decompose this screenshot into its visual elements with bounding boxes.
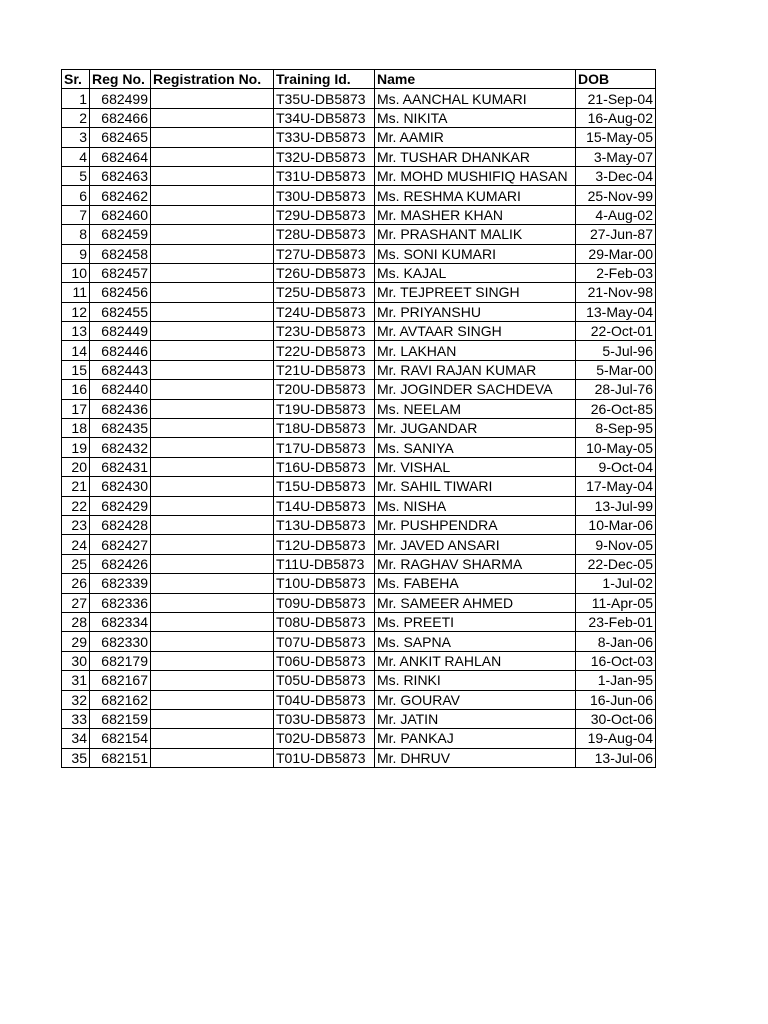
cell-registration-no — [151, 399, 274, 418]
cell-name: Mr. TEJPREET SINGH — [375, 283, 576, 302]
table-row — [62, 244, 656, 263]
cell-training-id: T06U-DB5873 — [274, 651, 375, 670]
cell-reg-no: 682440 — [90, 380, 151, 399]
cell-dob: 3-Dec-04 — [576, 166, 656, 185]
cell-name: Mr. SAMEER AHMED — [375, 593, 576, 612]
cell-dob: 27-Jun-87 — [576, 225, 656, 244]
cell-dob: 13-Jul-06 — [576, 748, 656, 767]
cell-name: Ms. KAJAL — [375, 263, 576, 282]
cell-registration-no — [151, 748, 274, 767]
cell-reg-no: 682443 — [90, 360, 151, 379]
cell-name: Ms. SONI KUMARI — [375, 244, 576, 263]
cell-registration-no — [151, 263, 274, 282]
cell-dob: 22-Oct-01 — [576, 322, 656, 341]
cell-training-id: T31U-DB5873 — [274, 166, 375, 185]
cell-sr: 12 — [62, 302, 90, 321]
cell-dob: 10-May-05 — [576, 438, 656, 457]
cell-name: Ms. NISHA — [375, 496, 576, 515]
cell-dob: 2-Feb-03 — [576, 263, 656, 282]
cell-reg-no: 682446 — [90, 341, 151, 360]
cell-sr: 14 — [62, 341, 90, 360]
cell-registration-no — [151, 554, 274, 573]
table-row — [62, 438, 656, 457]
cell-name: Ms. SAPNA — [375, 632, 576, 651]
table-row — [62, 302, 656, 321]
cell-sr: 27 — [62, 593, 90, 612]
cell-reg-no: 682459 — [90, 225, 151, 244]
cell-training-id: T11U-DB5873 — [274, 554, 375, 573]
cell-registration-no — [151, 302, 274, 321]
cell-sr: 7 — [62, 205, 90, 224]
table-row — [62, 166, 656, 185]
cell-training-id: T24U-DB5873 — [274, 302, 375, 321]
cell-registration-no — [151, 671, 274, 690]
cell-name: Ms. RINKI — [375, 671, 576, 690]
cell-training-id: T21U-DB5873 — [274, 360, 375, 379]
cell-dob: 19-Aug-04 — [576, 729, 656, 748]
cell-sr: 33 — [62, 709, 90, 728]
cell-name: Mr. RAGHAV SHARMA — [375, 554, 576, 573]
cell-sr: 18 — [62, 419, 90, 438]
cell-sr: 17 — [62, 399, 90, 418]
table-row — [62, 419, 656, 438]
cell-sr: 25 — [62, 554, 90, 573]
cell-sr: 19 — [62, 438, 90, 457]
header-dob: DOB — [576, 70, 656, 89]
cell-registration-no — [151, 632, 274, 651]
table-row — [62, 263, 656, 282]
cell-name: Mr. DHRUV — [375, 748, 576, 767]
cell-registration-no — [151, 438, 274, 457]
cell-dob: 13-Jul-99 — [576, 496, 656, 515]
cell-sr: 22 — [62, 496, 90, 515]
cell-dob: 1-Jul-02 — [576, 574, 656, 593]
cell-training-id: T29U-DB5873 — [274, 205, 375, 224]
cell-sr: 15 — [62, 360, 90, 379]
cell-training-id: T26U-DB5873 — [274, 263, 375, 282]
table-row — [62, 515, 656, 534]
cell-sr: 5 — [62, 166, 90, 185]
cell-training-id: T34U-DB5873 — [274, 108, 375, 127]
cell-name: Mr. PUSHPENDRA — [375, 515, 576, 534]
cell-registration-no — [151, 225, 274, 244]
cell-name: Mr. AAMIR — [375, 128, 576, 147]
table-row — [62, 341, 656, 360]
cell-training-id: T20U-DB5873 — [274, 380, 375, 399]
cell-reg-no: 682465 — [90, 128, 151, 147]
cell-registration-no — [151, 690, 274, 709]
header-reg-no: Reg No. — [90, 70, 151, 89]
cell-dob: 22-Dec-05 — [576, 554, 656, 573]
cell-training-id: T33U-DB5873 — [274, 128, 375, 147]
cell-dob: 21-Nov-98 — [576, 283, 656, 302]
table-row — [62, 322, 656, 341]
cell-dob: 23-Feb-01 — [576, 612, 656, 631]
cell-dob: 29-Mar-00 — [576, 244, 656, 263]
cell-registration-no — [151, 477, 274, 496]
cell-dob: 8-Sep-95 — [576, 419, 656, 438]
cell-reg-no: 682151 — [90, 748, 151, 767]
cell-sr: 28 — [62, 612, 90, 631]
cell-registration-no — [151, 709, 274, 728]
cell-dob: 5-Mar-00 — [576, 360, 656, 379]
cell-sr: 32 — [62, 690, 90, 709]
cell-reg-no: 682458 — [90, 244, 151, 263]
cell-registration-no — [151, 496, 274, 515]
table-row — [62, 360, 656, 379]
cell-sr: 10 — [62, 263, 90, 282]
cell-sr: 29 — [62, 632, 90, 651]
table-row — [62, 554, 656, 573]
cell-registration-no — [151, 244, 274, 263]
table-row — [62, 671, 656, 690]
cell-reg-no: 682428 — [90, 515, 151, 534]
cell-training-id: T27U-DB5873 — [274, 244, 375, 263]
cell-name: Mr. PRIYANSHU — [375, 302, 576, 321]
cell-dob: 10-Mar-06 — [576, 515, 656, 534]
cell-reg-no: 682336 — [90, 593, 151, 612]
table-row — [62, 748, 656, 767]
cell-registration-no — [151, 283, 274, 302]
cell-name: Ms. RESHMA KUMARI — [375, 186, 576, 205]
table-row — [62, 108, 656, 127]
cell-name: Mr. RAVI RAJAN KUMAR — [375, 360, 576, 379]
cell-name: Mr. PRASHANT MALIK — [375, 225, 576, 244]
cell-training-id: T35U-DB5873 — [274, 89, 375, 108]
cell-dob: 4-Aug-02 — [576, 205, 656, 224]
cell-training-id: T18U-DB5873 — [274, 419, 375, 438]
cell-training-id: T16U-DB5873 — [274, 457, 375, 476]
cell-sr: 26 — [62, 574, 90, 593]
cell-sr: 21 — [62, 477, 90, 496]
cell-sr: 4 — [62, 147, 90, 166]
cell-reg-no: 682499 — [90, 89, 151, 108]
table-row — [62, 477, 656, 496]
table-row — [62, 574, 656, 593]
cell-reg-no: 682334 — [90, 612, 151, 631]
cell-name: Mr. ANKIT RAHLAN — [375, 651, 576, 670]
cell-reg-no: 682456 — [90, 283, 151, 302]
cell-dob: 16-Oct-03 — [576, 651, 656, 670]
cell-training-id: T08U-DB5873 — [274, 612, 375, 631]
cell-dob: 16-Jun-06 — [576, 690, 656, 709]
table-row — [62, 535, 656, 554]
cell-name: Mr. LAKHAN — [375, 341, 576, 360]
cell-sr: 3 — [62, 128, 90, 147]
header-training-id: Training Id. — [274, 70, 375, 89]
table-row — [62, 632, 656, 651]
cell-training-id: T05U-DB5873 — [274, 671, 375, 690]
cell-registration-no — [151, 360, 274, 379]
cell-reg-no: 682449 — [90, 322, 151, 341]
cell-dob: 21-Sep-04 — [576, 89, 656, 108]
cell-sr: 9 — [62, 244, 90, 263]
cell-dob: 13-May-04 — [576, 302, 656, 321]
cell-name: Mr. VISHAL — [375, 457, 576, 476]
cell-reg-no: 682154 — [90, 729, 151, 748]
cell-sr: 8 — [62, 225, 90, 244]
cell-sr: 13 — [62, 322, 90, 341]
cell-dob: 5-Jul-96 — [576, 341, 656, 360]
cell-training-id: T32U-DB5873 — [274, 147, 375, 166]
cell-registration-no — [151, 515, 274, 534]
cell-registration-no — [151, 651, 274, 670]
cell-sr: 23 — [62, 515, 90, 534]
cell-registration-no — [151, 535, 274, 554]
cell-name: Mr. MASHER KHAN — [375, 205, 576, 224]
cell-reg-no: 682159 — [90, 709, 151, 728]
cell-training-id: T28U-DB5873 — [274, 225, 375, 244]
cell-reg-no: 682431 — [90, 457, 151, 476]
cell-name: Mr. JOGINDER SACHDEVA — [375, 380, 576, 399]
cell-name: Mr. JATIN — [375, 709, 576, 728]
cell-name: Ms. PREETI — [375, 612, 576, 631]
table-row — [62, 690, 656, 709]
cell-training-id: T09U-DB5873 — [274, 593, 375, 612]
cell-registration-no — [151, 380, 274, 399]
cell-registration-no — [151, 612, 274, 631]
cell-training-id: T19U-DB5873 — [274, 399, 375, 418]
table-row — [62, 612, 656, 631]
cell-sr: 20 — [62, 457, 90, 476]
cell-dob: 25-Nov-99 — [576, 186, 656, 205]
cell-registration-no — [151, 419, 274, 438]
cell-training-id: T22U-DB5873 — [274, 341, 375, 360]
cell-training-id: T12U-DB5873 — [274, 535, 375, 554]
cell-reg-no: 682330 — [90, 632, 151, 651]
table-row — [62, 147, 656, 166]
cell-training-id: T15U-DB5873 — [274, 477, 375, 496]
header-registration-no: Registration No. — [151, 70, 274, 89]
cell-reg-no: 682455 — [90, 302, 151, 321]
cell-training-id: T07U-DB5873 — [274, 632, 375, 651]
cell-registration-no — [151, 128, 274, 147]
table-body — [62, 89, 656, 768]
cell-name: Mr. MOHD MUSHIFIQ HASAN — [375, 166, 576, 185]
cell-dob: 3-May-07 — [576, 147, 656, 166]
cell-registration-no — [151, 593, 274, 612]
table-row — [62, 457, 656, 476]
table-row — [62, 186, 656, 205]
cell-reg-no: 682162 — [90, 690, 151, 709]
cell-registration-no — [151, 205, 274, 224]
cell-dob: 1-Jan-95 — [576, 671, 656, 690]
cell-name: Mr. PANKAJ — [375, 729, 576, 748]
cell-sr: 16 — [62, 380, 90, 399]
table-row — [62, 651, 656, 670]
cell-name: Ms. AANCHAL KUMARI — [375, 89, 576, 108]
table-row — [62, 89, 656, 108]
cell-dob: 26-Oct-85 — [576, 399, 656, 418]
cell-training-id: T10U-DB5873 — [274, 574, 375, 593]
table-row — [62, 128, 656, 147]
cell-registration-no — [151, 322, 274, 341]
cell-training-id: T02U-DB5873 — [274, 729, 375, 748]
cell-name: Mr. TUSHAR DHANKAR — [375, 147, 576, 166]
table-row — [62, 593, 656, 612]
cell-name: Mr. AVTAAR SINGH — [375, 322, 576, 341]
cell-dob: 15-May-05 — [576, 128, 656, 147]
cell-training-id: T23U-DB5873 — [274, 322, 375, 341]
cell-training-id: T14U-DB5873 — [274, 496, 375, 515]
table-row — [62, 205, 656, 224]
cell-reg-no: 682427 — [90, 535, 151, 554]
cell-sr: 11 — [62, 283, 90, 302]
cell-sr: 1 — [62, 89, 90, 108]
cell-name: Mr. SAHIL TIWARI — [375, 477, 576, 496]
cell-reg-no: 682430 — [90, 477, 151, 496]
cell-reg-no: 682435 — [90, 419, 151, 438]
cell-registration-no — [151, 574, 274, 593]
table-row — [62, 380, 656, 399]
cell-dob: 30-Oct-06 — [576, 709, 656, 728]
cell-dob: 16-Aug-02 — [576, 108, 656, 127]
cell-reg-no: 682339 — [90, 574, 151, 593]
cell-registration-no — [151, 729, 274, 748]
cell-reg-no: 682466 — [90, 108, 151, 127]
table-row — [62, 283, 656, 302]
cell-dob: 28-Jul-76 — [576, 380, 656, 399]
cell-name: Ms. NEELAM — [375, 399, 576, 418]
cell-sr: 34 — [62, 729, 90, 748]
cell-reg-no: 682463 — [90, 166, 151, 185]
cell-reg-no: 682460 — [90, 205, 151, 224]
table-row — [62, 225, 656, 244]
cell-training-id: T17U-DB5873 — [274, 438, 375, 457]
cell-registration-no — [151, 89, 274, 108]
cell-name: Mr. JAVED ANSARI — [375, 535, 576, 554]
header-row — [62, 70, 656, 89]
trainee-table — [61, 69, 656, 768]
cell-reg-no: 682426 — [90, 554, 151, 573]
cell-dob: 9-Oct-04 — [576, 457, 656, 476]
header-sr: Sr. — [62, 70, 90, 89]
cell-name: Mr. GOURAV — [375, 690, 576, 709]
cell-registration-no — [151, 166, 274, 185]
cell-reg-no: 682179 — [90, 651, 151, 670]
cell-sr: 30 — [62, 651, 90, 670]
cell-training-id: T04U-DB5873 — [274, 690, 375, 709]
cell-training-id: T13U-DB5873 — [274, 515, 375, 534]
table-row — [62, 709, 656, 728]
cell-registration-no — [151, 108, 274, 127]
cell-sr: 24 — [62, 535, 90, 554]
cell-reg-no: 682462 — [90, 186, 151, 205]
cell-sr: 31 — [62, 671, 90, 690]
cell-name: Mr. JUGANDAR — [375, 419, 576, 438]
cell-reg-no: 682436 — [90, 399, 151, 418]
cell-reg-no: 682167 — [90, 671, 151, 690]
cell-training-id: T03U-DB5873 — [274, 709, 375, 728]
table-row — [62, 496, 656, 515]
cell-dob: 11-Apr-05 — [576, 593, 656, 612]
table-row — [62, 729, 656, 748]
cell-registration-no — [151, 186, 274, 205]
table-row — [62, 399, 656, 418]
cell-sr: 6 — [62, 186, 90, 205]
cell-reg-no: 682432 — [90, 438, 151, 457]
cell-training-id: T01U-DB5873 — [274, 748, 375, 767]
cell-name: Ms. FABEHA — [375, 574, 576, 593]
cell-reg-no: 682464 — [90, 147, 151, 166]
header-name: Name — [375, 70, 576, 89]
cell-dob: 9-Nov-05 — [576, 535, 656, 554]
cell-registration-no — [151, 457, 274, 476]
cell-registration-no — [151, 341, 274, 360]
cell-training-id: T25U-DB5873 — [274, 283, 375, 302]
cell-sr: 35 — [62, 748, 90, 767]
cell-reg-no: 682457 — [90, 263, 151, 282]
cell-dob: 8-Jan-06 — [576, 632, 656, 651]
cell-registration-no — [151, 147, 274, 166]
cell-dob: 17-May-04 — [576, 477, 656, 496]
cell-sr: 2 — [62, 108, 90, 127]
cell-reg-no: 682429 — [90, 496, 151, 515]
cell-training-id: T30U-DB5873 — [274, 186, 375, 205]
cell-name: Ms. NIKITA — [375, 108, 576, 127]
cell-name: Ms. SANIYA — [375, 438, 576, 457]
